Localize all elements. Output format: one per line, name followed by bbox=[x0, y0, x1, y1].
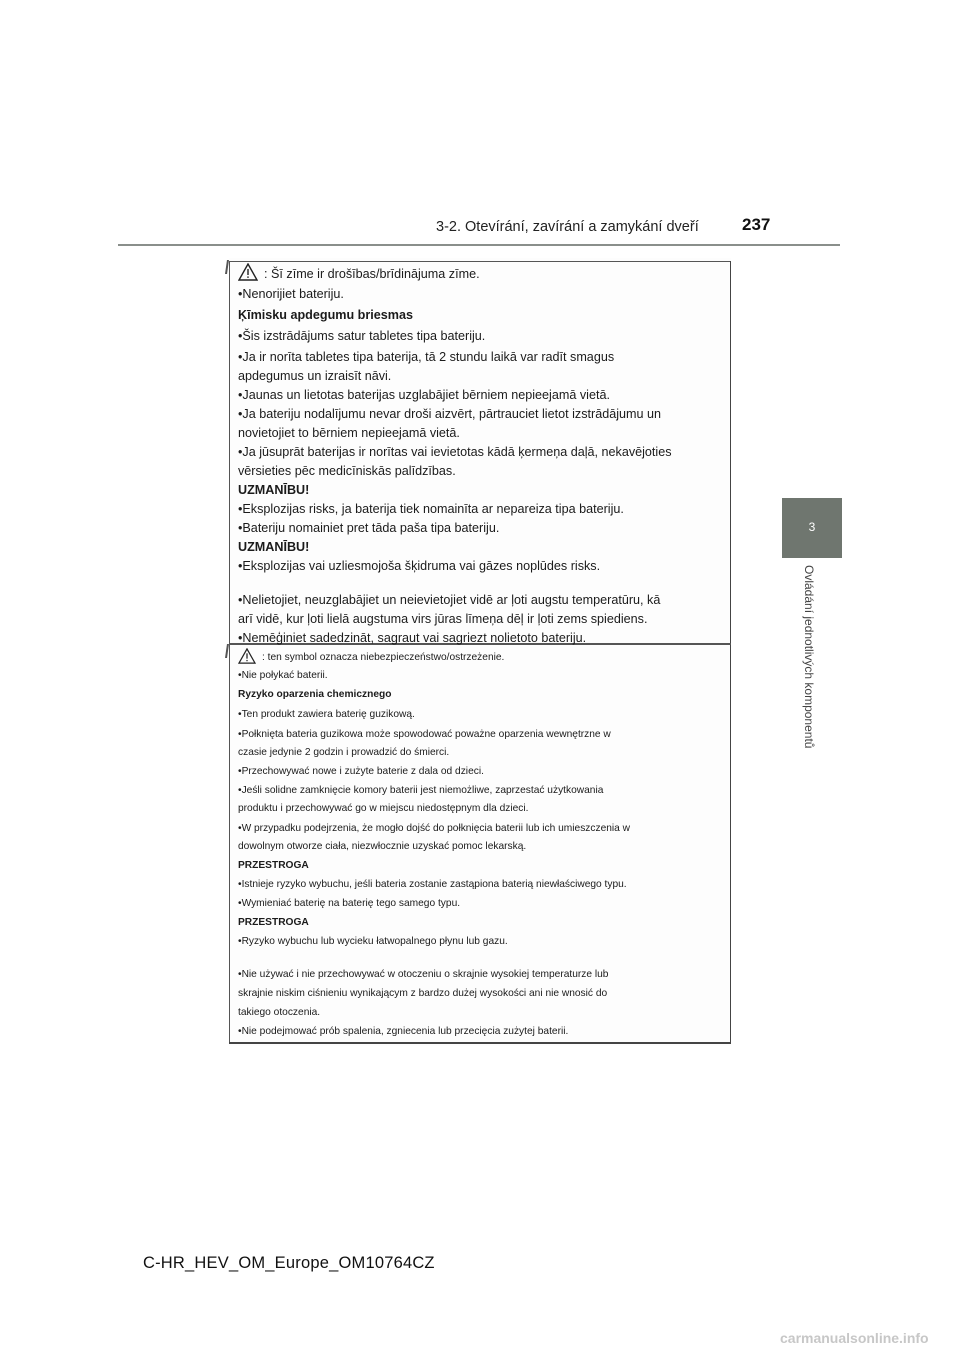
latvian-line: •Eksplozijas risks, ja baterija tiek nomainīta ar nepareiza tipa bateriju. bbox=[238, 502, 624, 516]
polish-line: •W przypadku podejrzenia, że mogło dojść do połknięcia baterii lub ich umieszczenia w bbox=[238, 823, 631, 834]
warning-triangle-icon bbox=[238, 648, 256, 667]
latvian-line: arī vidē, kur ļoti lielā augstuma virs jūras līmeņa dēļ ir ļoti zems spiediens. bbox=[238, 612, 648, 626]
polish-line: •Połknięta bateria guzikowa może spowodować poważne oparzenia wewnętrzne w bbox=[238, 729, 611, 740]
watermark: carmanualsonline.info bbox=[780, 1330, 929, 1346]
header-rule bbox=[118, 244, 840, 246]
polish-symbol-text: : ten symbol oznacza niebezpieczeństwo/ostrzeżenie. bbox=[262, 652, 505, 663]
page-number: 237 bbox=[742, 215, 771, 234]
latvian-symbol-row bbox=[238, 263, 480, 284]
footer-document-code: C-HR_HEV_OM_Europe_OM10764CZ bbox=[143, 1254, 435, 1272]
latvian-heading: UZMANĪBU! bbox=[238, 540, 310, 554]
scanned-warning-sticker bbox=[229, 258, 731, 1046]
latvian-line: •Nenorijiet bateriju. bbox=[238, 287, 344, 301]
polish-line: produktu i przechowywać go w miejscu niedostępnym dla dzieci. bbox=[238, 803, 529, 814]
polish-line: •Nie podejmować prób spalenia, zgniecenia lub przecięcia zużytej baterii. bbox=[238, 1026, 569, 1037]
latvian-line: •Nelietojiet, neuzglabājiet un neievietojiet vidē ar ļoti augstu temperatūru, kā bbox=[238, 593, 661, 607]
warning-triangle-icon bbox=[238, 263, 258, 284]
latvian-line: •Eksplozijas vai uzliesmojoša šķidruma vai gāzes noplūdes risks. bbox=[238, 559, 601, 573]
polish-line: •Przechowywać nowe i zużyte baterie z dala od dzieci. bbox=[238, 766, 484, 777]
polish-line: •Ten produkt zawiera baterię guzikową. bbox=[238, 709, 415, 720]
latvian-line: •Ja jūsuprāt baterijas ir norītas vai ievietotas kādā ķermeņa daļā, nekavējoties bbox=[238, 445, 672, 459]
frame-right bbox=[730, 261, 731, 1043]
frame-top bbox=[229, 261, 731, 262]
polish-line: czasie jedynie 2 godzin i prowadzić do śmierci. bbox=[238, 747, 450, 758]
chapter-title: Ovládání jednotlivých komponentů bbox=[802, 565, 816, 749]
polish-line: •Ryzyko wybuchu lub wycieku łatwopalnego płynu lub gazu. bbox=[238, 936, 508, 947]
chapter-tab bbox=[782, 498, 842, 558]
polish-heading: Ryzyko oparzenia chemicznego bbox=[238, 689, 392, 700]
latvian-symbol-text: : Šī zīme ir drošības/brīdinājuma zīme. bbox=[264, 266, 480, 281]
polish-line: dowolnym otworze ciała, niezwłocznie uzyskać pomoc lekarską. bbox=[238, 841, 527, 852]
latvian-line: •Jaunas un lietotas baterijas uzglabājiet bērniem nepieejamā vietā. bbox=[238, 388, 610, 402]
latvian-line: •Ja ir norīta tabletes tipa baterija, tā 2 stundu laikā var radīt smagus bbox=[238, 350, 615, 364]
latvian-heading: UZMANĪBU! bbox=[238, 483, 310, 497]
polish-heading: PRZESTROGA bbox=[238, 860, 309, 871]
latvian-line: •Ja bateriju nodalījumu nevar droši aizvērt, pārtrauciet lietot izstrādājumu un bbox=[238, 407, 662, 421]
polish-heading: PRZESTROGA bbox=[238, 917, 309, 928]
polish-line: skrajnie niskim ciśnieniu wynikającym z bardzo dużej wysokości ani nie wnosić do bbox=[238, 988, 608, 999]
latvian-line: •Bateriju nomainiet pret tāda paša tipa bateriju. bbox=[238, 521, 500, 535]
latvian-heading: Ķīmisku apdegumu briesmas bbox=[238, 308, 413, 322]
latvian-line: •Nemēģiniet sadedzināt, sagraut vai sagriezt nolietoto bateriju. bbox=[238, 631, 587, 645]
polish-line: •Wymieniać baterię na baterię tego samego typu. bbox=[238, 898, 461, 909]
chapter-number: 3 bbox=[808, 520, 816, 534]
polish-line: takiego otoczenia. bbox=[238, 1007, 321, 1018]
header-section-title: 3-2. Otevírání, zavírání a zamykání dveří bbox=[436, 219, 699, 235]
polish-symbol-row bbox=[238, 648, 504, 667]
latvian-line: novietojiet to bērniem nepieejamā vietā. bbox=[238, 426, 460, 440]
polish-line: •Jeśli solidne zamknięcie komory baterii jest niemożliwe, zaprzestać użytkowania bbox=[238, 785, 604, 796]
latvian-line: •Šis izstrādājums satur tabletes tipa bateriju. bbox=[238, 329, 486, 343]
frame-bottom bbox=[229, 1042, 731, 1044]
latvian-line: vērsieties pēc medicīniskās palīdzības. bbox=[238, 464, 456, 478]
polish-line: •Istnieje ryzyko wybuchu, jeśli bateria zostanie zastąpiona baterią niewłaściwego typu. bbox=[238, 879, 627, 890]
latvian-line: apdegumus un izraisīt nāvi. bbox=[238, 369, 392, 383]
polish-line: •Nie używać i nie przechowywać w otoczeniu o skrajnie wysokiej temperaturze lub bbox=[238, 969, 609, 980]
frame-left bbox=[229, 261, 230, 1043]
polish-line: •Nie połykać baterii. bbox=[238, 670, 328, 681]
